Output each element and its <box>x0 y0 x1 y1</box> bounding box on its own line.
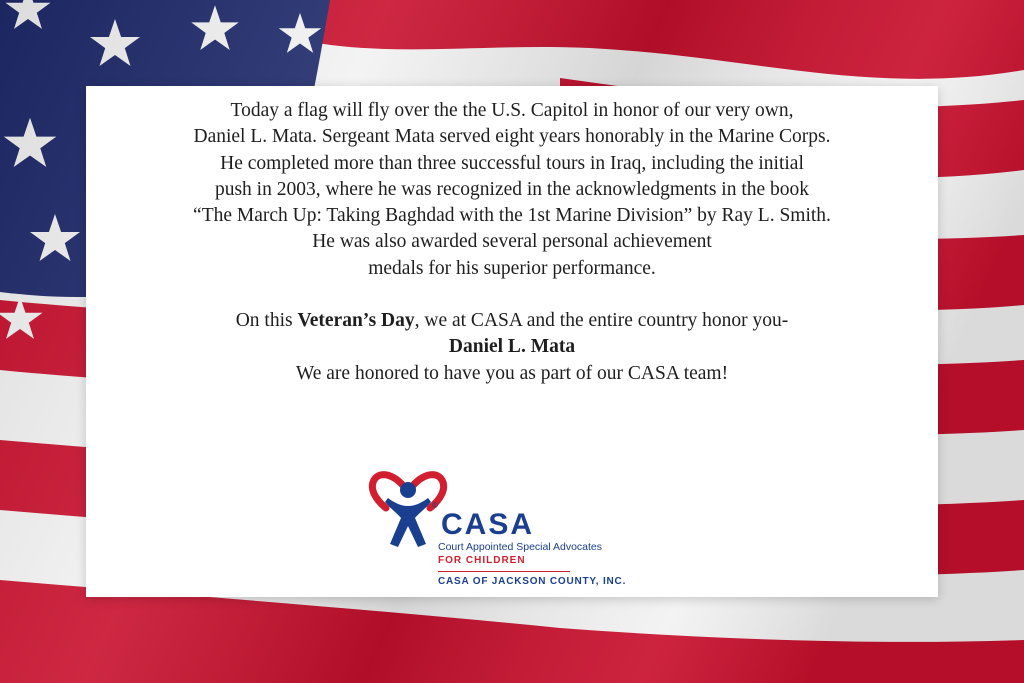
veterans-day-text: Veteran’s Day <box>297 310 415 332</box>
casa-logo <box>368 452 648 592</box>
tribute-suffix: , we at CASA and the entire country honor you- <box>414 310 789 332</box>
organization-name: CASA OF JACKSON COUNTY, INC. <box>438 576 627 587</box>
logo-divider <box>438 571 570 572</box>
person-icon <box>385 482 431 547</box>
casa-emblem <box>368 452 448 552</box>
message-line: Today a flag will fly over the the U.S. Capitol in honor of our very own, <box>230 100 794 121</box>
tribute-line <box>86 308 938 334</box>
closing-line: We are honored to have you as part of our CASA team! <box>295 362 729 384</box>
message-line: “The March Up: Taking Baghdad with the 1st Marine Division” by Ray L. Smith. <box>193 205 831 227</box>
message-card <box>86 86 938 597</box>
tribute-message <box>86 98 938 387</box>
casa-tagline: Court Appointed Special Advocates <box>438 541 603 553</box>
honoree-name: Daniel L. Mata <box>448 336 576 358</box>
casa-wordmark: CASA <box>441 508 535 541</box>
message-line: medals for his superior performance. <box>368 257 656 279</box>
registered-mark: ® <box>432 501 438 510</box>
for-children-text: FOR CHILDREN <box>438 555 526 566</box>
tribute-prefix: On this <box>235 310 298 332</box>
message-line: Daniel L. Mata. Sergeant Mata served eight years honorably in the Marine Corps. <box>193 126 831 148</box>
message-line: He was also awarded several personal achievement <box>312 231 712 253</box>
message-line: push in 2003, where he was recognized in the acknowledgments in the book <box>214 178 810 200</box>
message-line: He completed more than three successful tours in Iraq, including the initial <box>220 152 804 174</box>
